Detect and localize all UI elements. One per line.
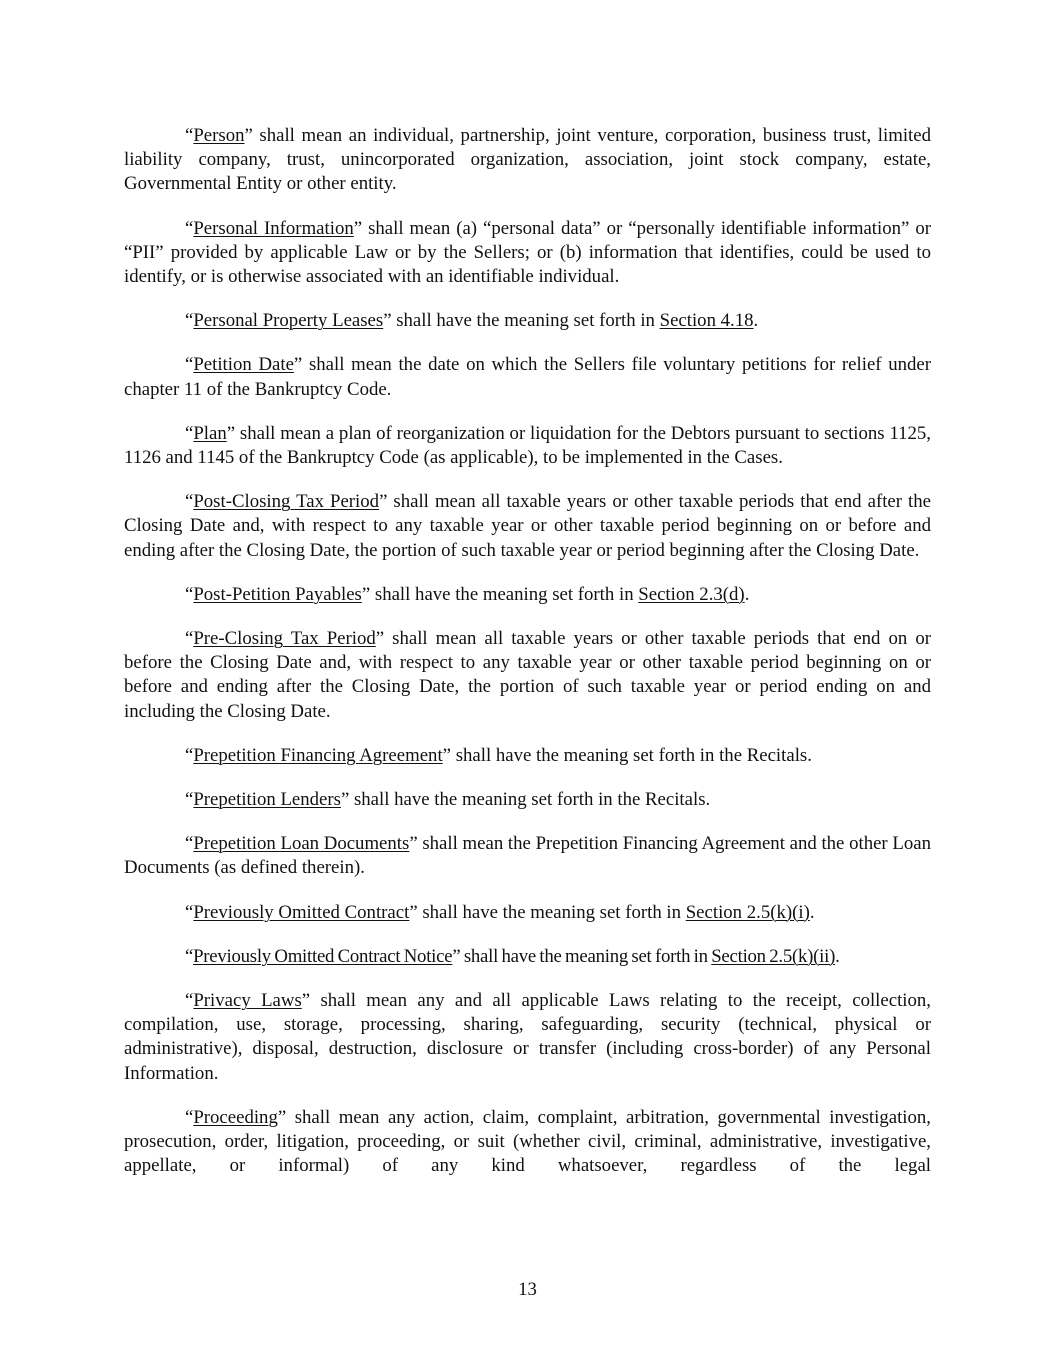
open-quote: “ [185,945,194,967]
definition-paragraph [124,627,931,724]
defined-term: Personal Property Leases [193,310,384,332]
section-reference: Section 4.18 [659,310,754,332]
defined-term: Post-Closing Tax Period [193,491,380,513]
section-reference: Section 2.3(d) [638,583,745,605]
definition-text: ” shall mean the Prepetition Financing Agreement and the other Loan Documents (as defined therein). [124,833,931,879]
open-quote: “ [185,310,194,332]
open-quote: “ [185,422,194,444]
defined-term: Proceeding [193,1106,278,1128]
open-quote: “ [185,491,194,513]
definition-text: ” shall have the meaning set forth in [383,310,660,332]
definition-text: ” shall have the meaning set forth in the Recitals. [442,744,812,766]
open-quote: “ [185,789,194,811]
definition-text: ” shall have the meaning set forth in the Recitals. [340,789,711,811]
open-quote: “ [185,744,194,766]
definition-paragraph [124,422,931,470]
definition-paragraph [124,945,931,969]
defined-term: Pre-Closing Tax Period [193,628,376,650]
open-quote: “ [185,354,194,376]
defined-term: Previously Omitted Contract Notice [193,945,453,967]
definition-paragraph [124,124,931,197]
defined-term: Plan [193,422,227,444]
definition-paragraph [124,217,931,290]
defined-term: Petition Date [193,354,294,376]
definition-end: . [744,583,750,605]
defined-term: Post-Petition Payables [193,583,362,605]
open-quote: “ [185,990,194,1012]
definition-end: . [809,901,815,923]
definition-text: ” shall mean all taxable years or other taxable periods that end on or before the Closing Date and, with respect to any taxable year or other taxable period beginning on or before and ending after the Closing Date, the portion of such taxable year or period ending on and including the Closing Date. [124,628,931,722]
definition-text: ” shall mean a plan of reorganization or liquidation for the Debtors pursuant to sections 1125, 1126 and 1145 of the Bankruptcy Code (as applicable), to be implemented in the Cases. [124,422,931,469]
open-quote: “ [185,901,194,923]
definition-paragraph [124,353,931,401]
open-quote: “ [185,628,194,650]
defined-term: Person [193,125,245,146]
open-quote: “ [185,1106,194,1128]
definition-paragraph [124,583,931,607]
document-page [124,124,931,1199]
definition-end: . [835,945,840,967]
defined-term: Prepetition Lenders [193,789,341,811]
section-reference: Section 2.5(k)(i) [685,901,810,923]
open-quote: “ [185,833,194,855]
definition-text: ” shall mean any action, claim, complaint, arbitration, governmental investigation, prosecution, order, litigation, proceeding, or suit (whether civil, criminal, administrative, investigative, appellate, or informal) of any kind whatsoever, regardless of the legal [124,1106,931,1177]
page-number: 13 [518,1279,537,1300]
definition-text: ” shall have the meaning set forth in [361,583,639,605]
definition-paragraph [124,901,931,925]
definition-text: ” shall mean the date on which the Sellers file voluntary petitions for relief under chapter 11 of the Bankruptcy Code. [124,354,931,400]
definition-paragraph [124,989,931,1086]
definition-text: ” shall have the meaning set forth in [409,901,686,923]
definition-paragraph [124,309,931,333]
definition-paragraph [124,1106,931,1179]
definition-text: ” shall have the meaning set forth in [452,945,712,967]
definition-end: . [753,310,759,332]
open-quote: “ [185,583,194,605]
open-quote: “ [185,217,194,239]
definition-text: ” shall mean (a) “personal data” or “personally identifiable information” or “PII” provided by applicable Law or by the Sellers; or (b) information that identifies, could be used to identify, or is otherwise associated with an identifiable individual. [124,217,931,288]
definition-paragraph [124,490,931,563]
defined-term: Prepetition Financing Agreement [193,744,443,766]
defined-term: Privacy Laws [193,990,302,1012]
definition-text: ” shall mean all taxable years or other taxable periods that end after the Closing Date and, with respect to any taxable year or other taxable period beginning on or before and ending after the Closing Date, the portion of such taxable year or period beginning after the Closing Date. [124,491,931,561]
section-reference: Section 2.5(k)(ii) [711,945,836,967]
definition-text: ” shall mean an individual, partnership, joint venture, corporation, business trust, limited liability company, trust, unincorporated organization, association, joint stock company, estate, Governmental Entity or other entity. [124,125,931,195]
defined-term: Previously Omitted Contract [193,901,410,923]
defined-term: Prepetition Loan Documents [193,833,410,855]
definition-paragraph [124,788,931,812]
definition-paragraph [124,832,931,880]
definition-paragraph [124,744,931,768]
definition-text: ” shall mean any and all applicable Laws relating to the receipt, collection, compilation, use, storage, processing, sharing, safeguarding, security (technical, physical or administrative), disposal, destruction, disclosure or transfer (including cross-border) of any Personal Information. [124,990,931,1084]
defined-term: Personal Information [193,217,354,239]
open-quote: “ [185,125,194,146]
